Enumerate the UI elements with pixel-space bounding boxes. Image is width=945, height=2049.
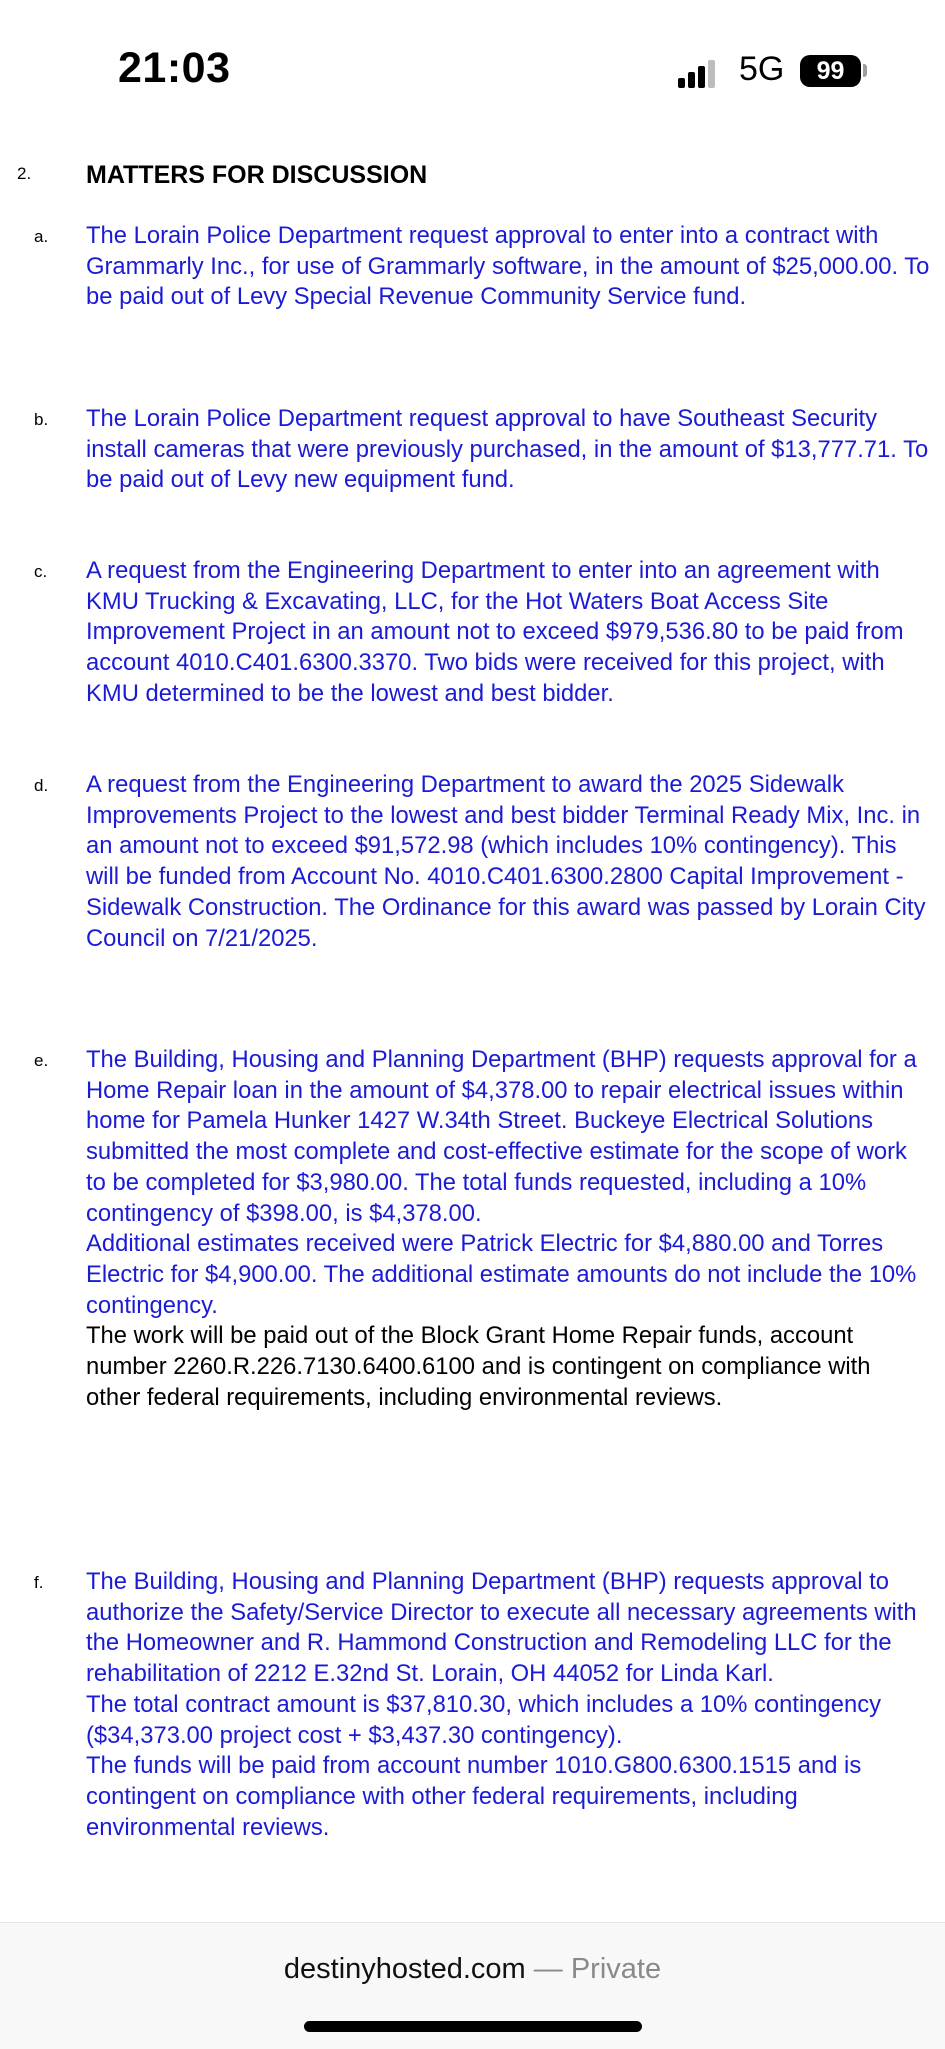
item-b [86, 404, 931, 496]
item-f [86, 1567, 931, 1843]
item-f-paragraph-3: The funds will be paid from account number 1010.G800.6300.1515 and is contingent on compliance with other federal requirements, including environmental reviews. [86, 1752, 862, 1841]
item-f-paragraph-2: The total contract amount is $37,810.30, which includes a 10% contingency ($34,373.00 project cost + $3,437.30 contingency). [86, 1690, 882, 1749]
cellular-signal-icon [678, 58, 714, 88]
home-indicator[interactable] [304, 2021, 642, 2032]
item-a-paragraph: The Lorain Police Department request approval to enter into a contract with Grammarly Inc., for use of Grammarly software, in the amount of $25,000.00. To be paid out of Levy Special Revenue Community Service fund. [86, 222, 930, 311]
item-d [86, 770, 931, 954]
battery-icon [800, 55, 861, 87]
url-domain: destinyhosted.com [283, 1953, 526, 1985]
item-letter-c: c. [34, 562, 48, 581]
item-letter-f: f. [34, 1573, 44, 1592]
item-a [86, 221, 931, 313]
item-c [86, 556, 931, 710]
item-e-paragraph-3: The work will be paid out of the Block Grant Home Repair funds, account number 2260.R.226.7130.6400.6100 and is contingent on compliance with other federal requirements, including environmental reviews. [86, 1322, 871, 1411]
battery-cap [863, 64, 867, 77]
item-d-paragraph: A request from the Engineering Department to award the 2025 Sidewalk Improvements Project to the lowest and best bidder Terminal Ready Mix, Inc. in an amount not to exceed $91,572.98 (which includes 10% contingency). This will be funded from Account No. 4010.C401.6300.2800 Capital Improvement - Sidewalk Construction. The Ordinance for this award was passed by Lorain City Council on 7/21/2025. [86, 771, 926, 952]
item-e-paragraph-1: The Building, Housing and Planning Department (BHP) requests approval for a Home Repair loan in the amount of $4,378.00 to repair electrical issues within home for Pamela Hunker 1427 W.34th Street. Buckeye Electrical Solutions submitted the most complete and cost-effective estimate for the scope of work to be completed for $3,980.00. The total funds requested, including a 10% contingency of $398.00, is $4,378.00. [86, 1046, 917, 1227]
network-type: 5G [739, 50, 785, 88]
browser-address-bar[interactable] [0, 1922, 945, 2049]
item-letter-d: d. [34, 776, 49, 795]
section-title: MATTERS FOR DISCUSSION [86, 161, 428, 189]
item-b-paragraph: The Lorain Police Department request approval to have Southeast Security install cameras that were previously purchased, in the amount of $13,777.71. To be paid out of Levy new equipment fund. [86, 405, 929, 494]
item-e-paragraph-2: Additional estimates received were Patrick Electric for $4,880.00 and Torres Electric for $4,900.00. The additional estimate amounts do not include the 10% contingency. [86, 1230, 917, 1319]
section-number: 2. [17, 164, 32, 183]
item-letter-b: b. [34, 410, 49, 429]
battery-level: 99 [816, 57, 845, 85]
item-e [86, 1045, 931, 1413]
item-letter-a: a. [34, 227, 49, 246]
item-f-paragraph-1: The Building, Housing and Planning Department (BHP) requests approval to authorize the Safety/Service Director to execute all necessary agreements with the Homeowner and R. Hammond Construction and Remodeling LLC for the rehabilitation of 2212 E.32nd St. Lorain, OH 44052 for Linda Karl. [86, 1568, 917, 1688]
item-letter-e: e. [34, 1051, 49, 1070]
url-separator: — [533, 1953, 563, 1985]
private-mode-label: Private [570, 1953, 662, 1985]
status-bar [0, 0, 945, 120]
status-time: 21:03 [118, 44, 231, 92]
url-display[interactable] [0, 1953, 945, 1986]
item-c-paragraph: A request from the Engineering Department to enter into an agreement with KMU Trucking & Excavating, LLC, for the Hot Waters Boat Access Site Improvement Project in an amount not to exceed $979,536.80 to be paid from account 4010.C401.6300.3370. Two bids were received for this project, with KMU determined to be the lowest and best bidder. [86, 557, 904, 707]
